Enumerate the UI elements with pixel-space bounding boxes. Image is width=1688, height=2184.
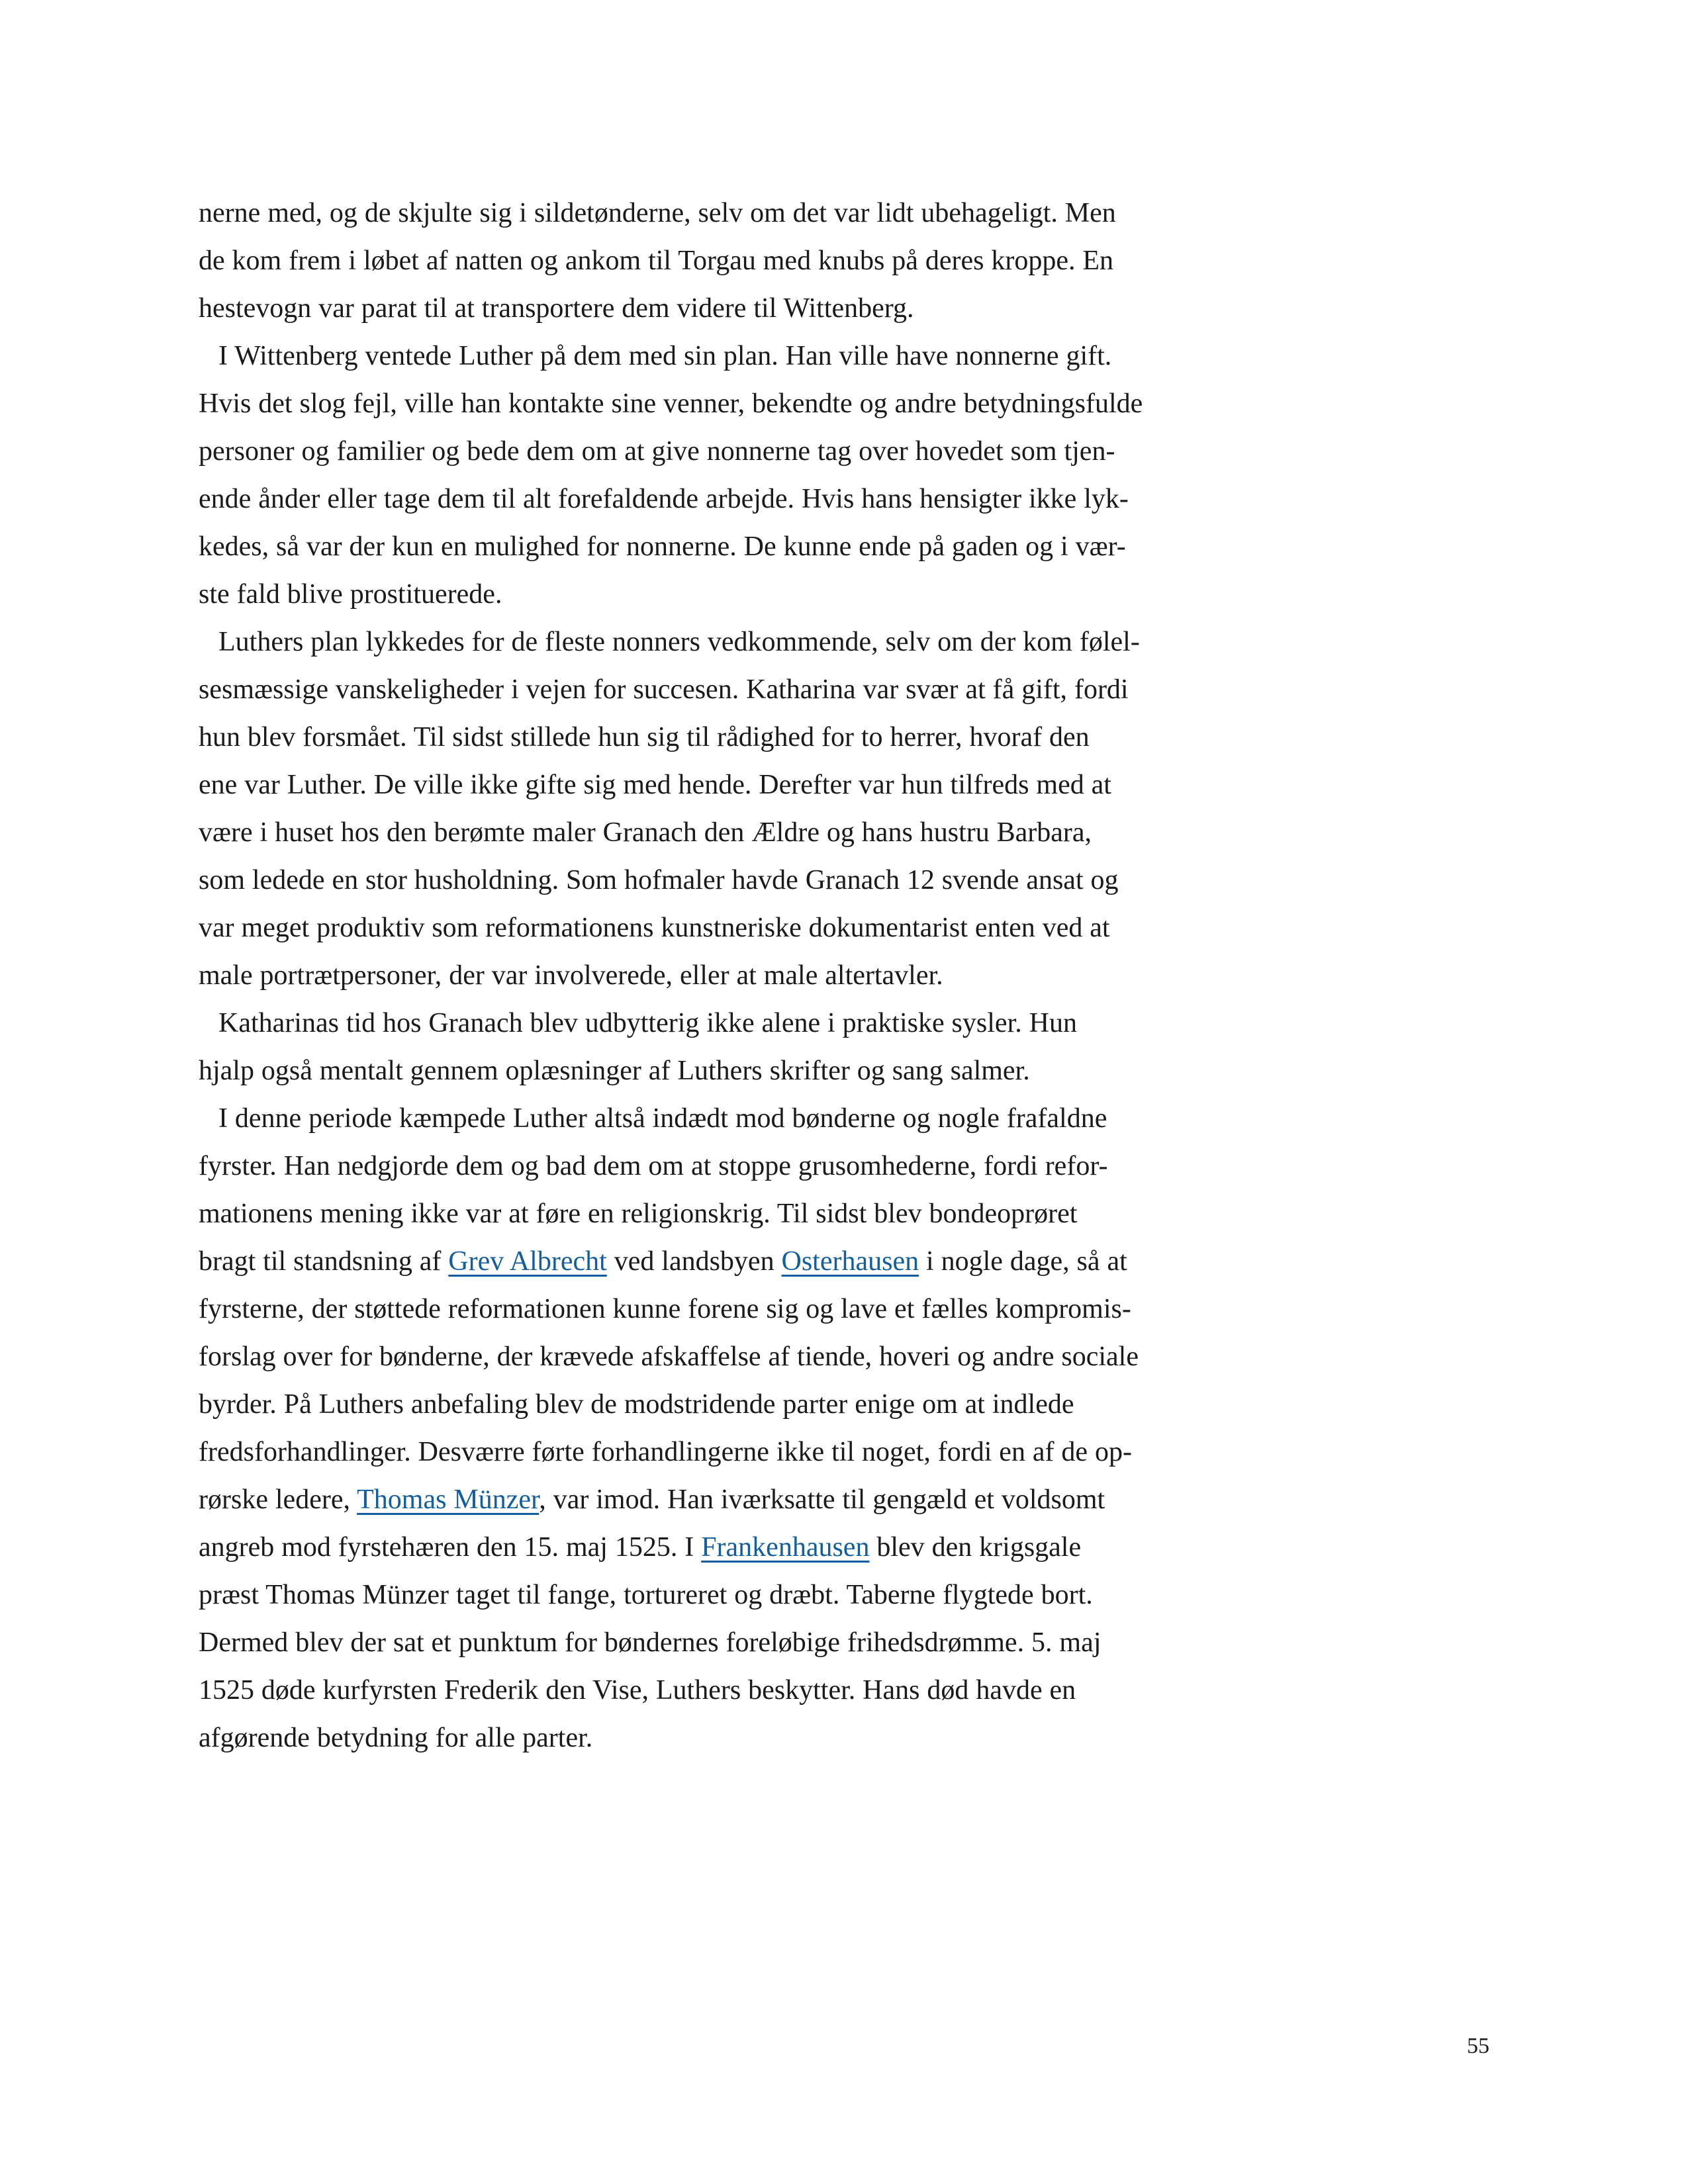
text-line: Luthers plan lykkedes for de fleste nonners vedkommende, selv om der kom følel- [218, 627, 1140, 657]
text-line: være i huset hos den berømte maler Granach den Ældre og hans hustru Barbara, [199, 817, 1092, 848]
text-line: Hvis det slog fejl, ville han kontakte sine venner, bekendte og andre betydningsfulde [199, 388, 1143, 419]
text-line: hestevogn var parat til at transportere dem videre til Wittenberg. [199, 293, 914, 324]
text-line: I Wittenberg ventede Luther på dem med sin plan. Han ville have nonnerne gift. [218, 341, 1112, 371]
paragraph-5 [199, 1095, 1491, 1762]
text-line: var meget produktiv som reformationens kunstneriske dokumentarist enten ved at [199, 913, 1110, 943]
text-run: ved landsbyen [606, 1246, 782, 1277]
text-line: ste fald blive prostituerede. [199, 579, 502, 610]
text-line: nerne med, og de skjulte sig i sildetønderne, selv om det var lidt ubehageligt. Men [199, 198, 1116, 228]
link-frankenhausen[interactable]: Frankenhausen [701, 1532, 870, 1563]
text-line: male portrætpersoner, der var involverede, eller at male altertavler. [199, 960, 943, 991]
text-line: fyrster. Han nedgjorde dem og bad dem om at stoppe grusomhederne, fordi refor- [199, 1151, 1108, 1181]
text-line: hjalp også mentalt gennem oplæsninger af Luthers skrifter og sang salmer. [199, 1056, 1030, 1086]
paragraph-2 [199, 332, 1491, 618]
text-line: mationens mening ikke var at føre en religionskrig. Til sidst blev bondeoprøret [199, 1199, 1078, 1229]
link-osterhausen[interactable]: Osterhausen [781, 1246, 919, 1277]
text-line: personer og familier og bede dem om at give nonnerne tag over hovedet som tjen- [199, 436, 1115, 467]
paragraph-4 [199, 999, 1491, 1095]
text-run: i nogle dage, så at [919, 1246, 1127, 1277]
text-line: Dermed blev der sat et punktum for bøndernes foreløbige frihedsdrømme. 5. maj [199, 1627, 1102, 1658]
text-line-with-links [199, 1524, 1491, 1571]
text-line: afgørende betydning for alle parter. [199, 1723, 593, 1753]
text-run: rørske ledere, [199, 1484, 357, 1515]
paragraph-3 [199, 618, 1491, 999]
text-line: byrder. På Luthers anbefaling blev de modstridende parter enige om at indlede [199, 1389, 1074, 1420]
text-line: kedes, så var der kun en mulighed for nonnerne. De kunne ende på gaden og i vær- [199, 531, 1126, 562]
page-body-text [199, 189, 1491, 1762]
text-line: I denne periode kæmpede Luther altså indædt mod bønderne og nogle frafaldne [218, 1103, 1107, 1134]
text-run: , var imod. Han iværksatte til gengæld et voldsomt [539, 1484, 1105, 1515]
paragraph-1 [199, 189, 1491, 332]
text-line: ene var Luther. De ville ikke gifte sig med hende. Derefter var hun tilfreds med at [199, 770, 1111, 800]
text-line: præst Thomas Münzer taget til fange, tortureret og dræbt. Taberne flygtede bort. [199, 1580, 1093, 1610]
text-line: hun blev forsmået. Til sidst stillede hun sig til rådighed for to herrer, hvoraf den [199, 722, 1090, 752]
text-run: blev den krigsgale [869, 1532, 1082, 1563]
text-line: Katharinas tid hos Granach blev udbytterig ikke alene i praktiske sysler. Hun [218, 1008, 1077, 1038]
text-line: 1525 døde kurfyrsten Frederik den Vise, Luthers beskytter. Hans død havde en [199, 1675, 1076, 1706]
page-number-folio: 55 [1467, 2034, 1489, 2058]
link-thomas-munzer[interactable]: Thomas Münzer [357, 1484, 539, 1515]
text-line-with-links [199, 1476, 1491, 1524]
text-line: de kom frem i løbet af natten og ankom til Torgau med knubs på deres kroppe. En [199, 246, 1114, 276]
text-line: fredsforhandlinger. Desværre førte forhandlingerne ikke til noget, fordi en af de op- [199, 1437, 1132, 1467]
text-line: som ledede en stor husholdning. Som hofmaler havde Granach 12 svende ansat og [199, 865, 1119, 895]
text-line: fyrsterne, der støttede reformationen kunne forene sig og lave et fælles kompromis- [199, 1294, 1131, 1324]
text-line-with-links [199, 1238, 1491, 1285]
text-run: angreb mod fyrstehæren den 15. maj 1525. I [199, 1532, 702, 1563]
text-line: forslag over for bønderne, der krævede afskaffelse af tiende, hoveri og andre sociale [199, 1342, 1139, 1372]
text-line: sesmæssige vanskeligheder i vejen for succesen. Katharina var svær at få gift, fordi [199, 674, 1129, 705]
text-run: bragt til standsning af [199, 1246, 449, 1277]
link-grev-albrecht[interactable]: Grev Albrecht [448, 1246, 607, 1277]
text-line: ende ånder eller tage dem til alt forefaldende arbejde. Hvis hans hensigter ikke lyk- [199, 484, 1129, 514]
